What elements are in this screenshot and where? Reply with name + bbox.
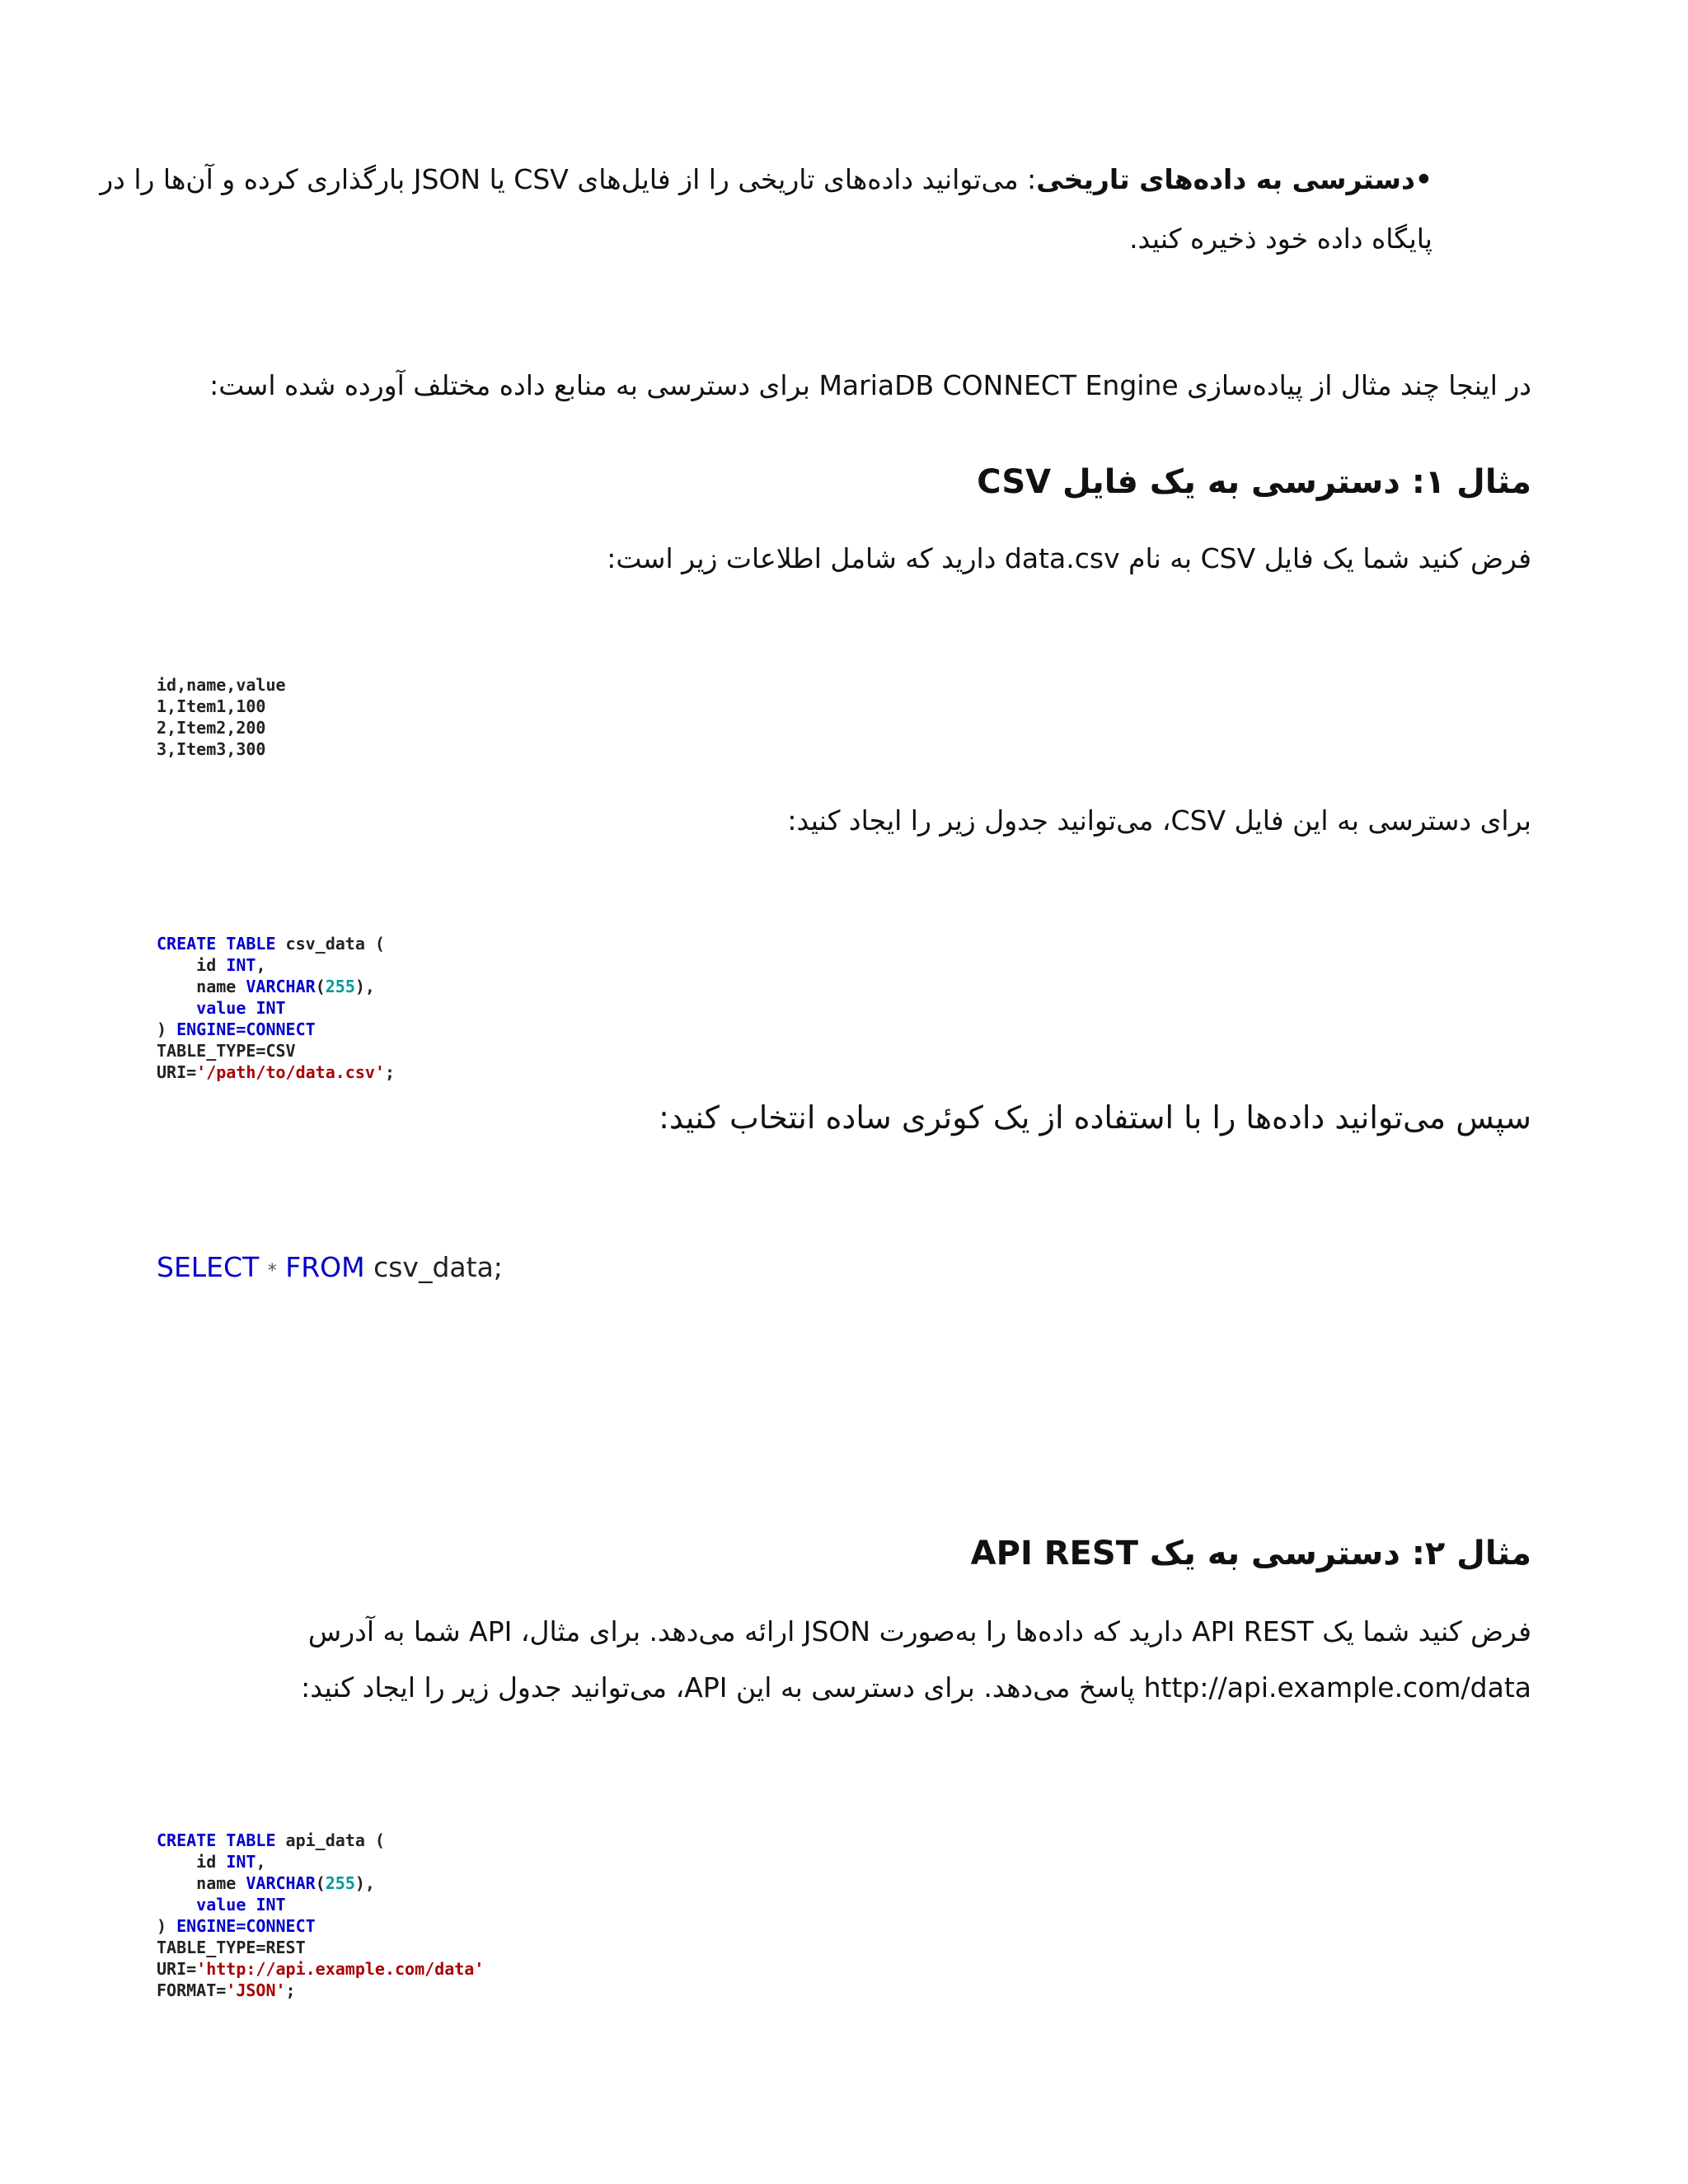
code-type: INT xyxy=(256,998,286,1018)
example2-heading: مثال ۲: دسترسی به یک API REST xyxy=(970,1535,1531,1572)
code-column: value xyxy=(196,998,246,1018)
code-type: VARCHAR xyxy=(246,977,316,996)
example2-description: فرض کنید شما یک API REST دارید که داده‌ها را به‌صورت JSON ارائه می‌دهد. برای مثال، API شما به آدرس http://api.example.com/data پاسخ می‌دهد. برای دسترسی به این API، می‌توانید جدول زیر را ایجاد کنید: xyxy=(301,1615,1531,1704)
code-table-name: api_data ( xyxy=(275,1830,385,1850)
csv-line: 3,Item3,300 xyxy=(157,739,266,759)
bullet-bold-label: دسترسی به داده‌های تاریخی xyxy=(1036,163,1415,195)
csv-sample-block xyxy=(157,674,286,760)
code-type: INT xyxy=(226,1852,256,1872)
intro-paragraph: در اینجا چند مثال از پیاده‌سازی MariaDB CONNECT Engine برای دسترسی به منابع داده مختلف آورده شده است: xyxy=(209,369,1531,401)
example1-description: فرض کنید شما یک فایل CSV به نام data.csv دارید که شامل اطلاعات زیر است: xyxy=(607,542,1531,574)
code-number: 255 xyxy=(325,977,355,996)
code-string: 'JSON' xyxy=(226,1980,286,2000)
example1-select-text: سپس می‌توانید داده‌ها را با استفاده از یک کوئری ساده انتخاب کنید: xyxy=(659,1099,1531,1136)
csv-line: 2,Item2,200 xyxy=(157,718,266,738)
select-query-line xyxy=(157,1251,503,1283)
code-engine: ENGINE=CONNECT xyxy=(176,1019,316,1039)
example1-access-text: برای دسترسی به این فایل CSV، می‌توانید جدول زیر را ایجاد کنید: xyxy=(787,804,1531,837)
code-number: 255 xyxy=(325,1873,355,1893)
code-string: 'http://api.example.com/data' xyxy=(196,1959,485,1979)
code-column: value xyxy=(196,1895,246,1915)
csv-line: id,name,value xyxy=(157,675,286,695)
code-table-name: csv_data ( xyxy=(275,934,385,954)
code-uri-label: URI= xyxy=(157,1062,197,1082)
code-keyword: CREATE TABLE xyxy=(157,1830,276,1850)
code-type: VARCHAR xyxy=(246,1873,316,1893)
csv-line: 1,Item1,100 xyxy=(157,696,266,716)
sql-star: * xyxy=(267,1261,277,1282)
code-format-label: FORMAT= xyxy=(157,1980,227,2000)
example1-heading: مثال ۱: دسترسی به یک فایل CSV xyxy=(977,463,1531,501)
code-uri-label: URI= xyxy=(157,1959,197,1979)
sql-keyword-from: FROM xyxy=(285,1251,365,1283)
code-table-type: TABLE_TYPE=REST xyxy=(157,1938,306,1957)
api-create-table-code: CREATE TABLE api_data ( id INT, name VARCHAR(255), value INT ) ENGINE=CONNECT TABLE_TYPE=REST URI='http://api.example.com/data' FORMAT='JSON'; xyxy=(157,1830,485,2000)
code-column: id xyxy=(196,955,217,975)
code-column: name xyxy=(196,977,237,996)
sql-keyword-select: SELECT xyxy=(157,1251,260,1283)
code-table-type: TABLE_TYPE=CSV xyxy=(157,1041,296,1061)
code-keyword: CREATE TABLE xyxy=(157,934,276,954)
code-engine: ENGINE=CONNECT xyxy=(176,1916,316,1936)
bullet-dot: • xyxy=(1414,163,1432,195)
bullet-text: : می‌توانید داده‌های تاریخی را از فایل‌های CSV یا JSON بارگذاری کرده و آن‌ها را در پایگاه داده خود ذخیره کنید. xyxy=(100,163,1432,255)
sql-table: csv_data; xyxy=(373,1251,503,1283)
code-column: id xyxy=(196,1852,217,1872)
code-column: name xyxy=(196,1873,237,1893)
csv-create-table-code: CREATE TABLE csv_data ( id INT, name VARCHAR(255), value INT ) ENGINE=CONNECT TABLE_TYPE=CSV URI='/path/to/data.csv'; xyxy=(157,934,395,1082)
code-type: INT xyxy=(256,1895,286,1915)
bullet-paragraph xyxy=(97,150,1432,269)
code-type: INT xyxy=(226,955,256,975)
code-string: '/path/to/data.csv' xyxy=(196,1062,385,1082)
